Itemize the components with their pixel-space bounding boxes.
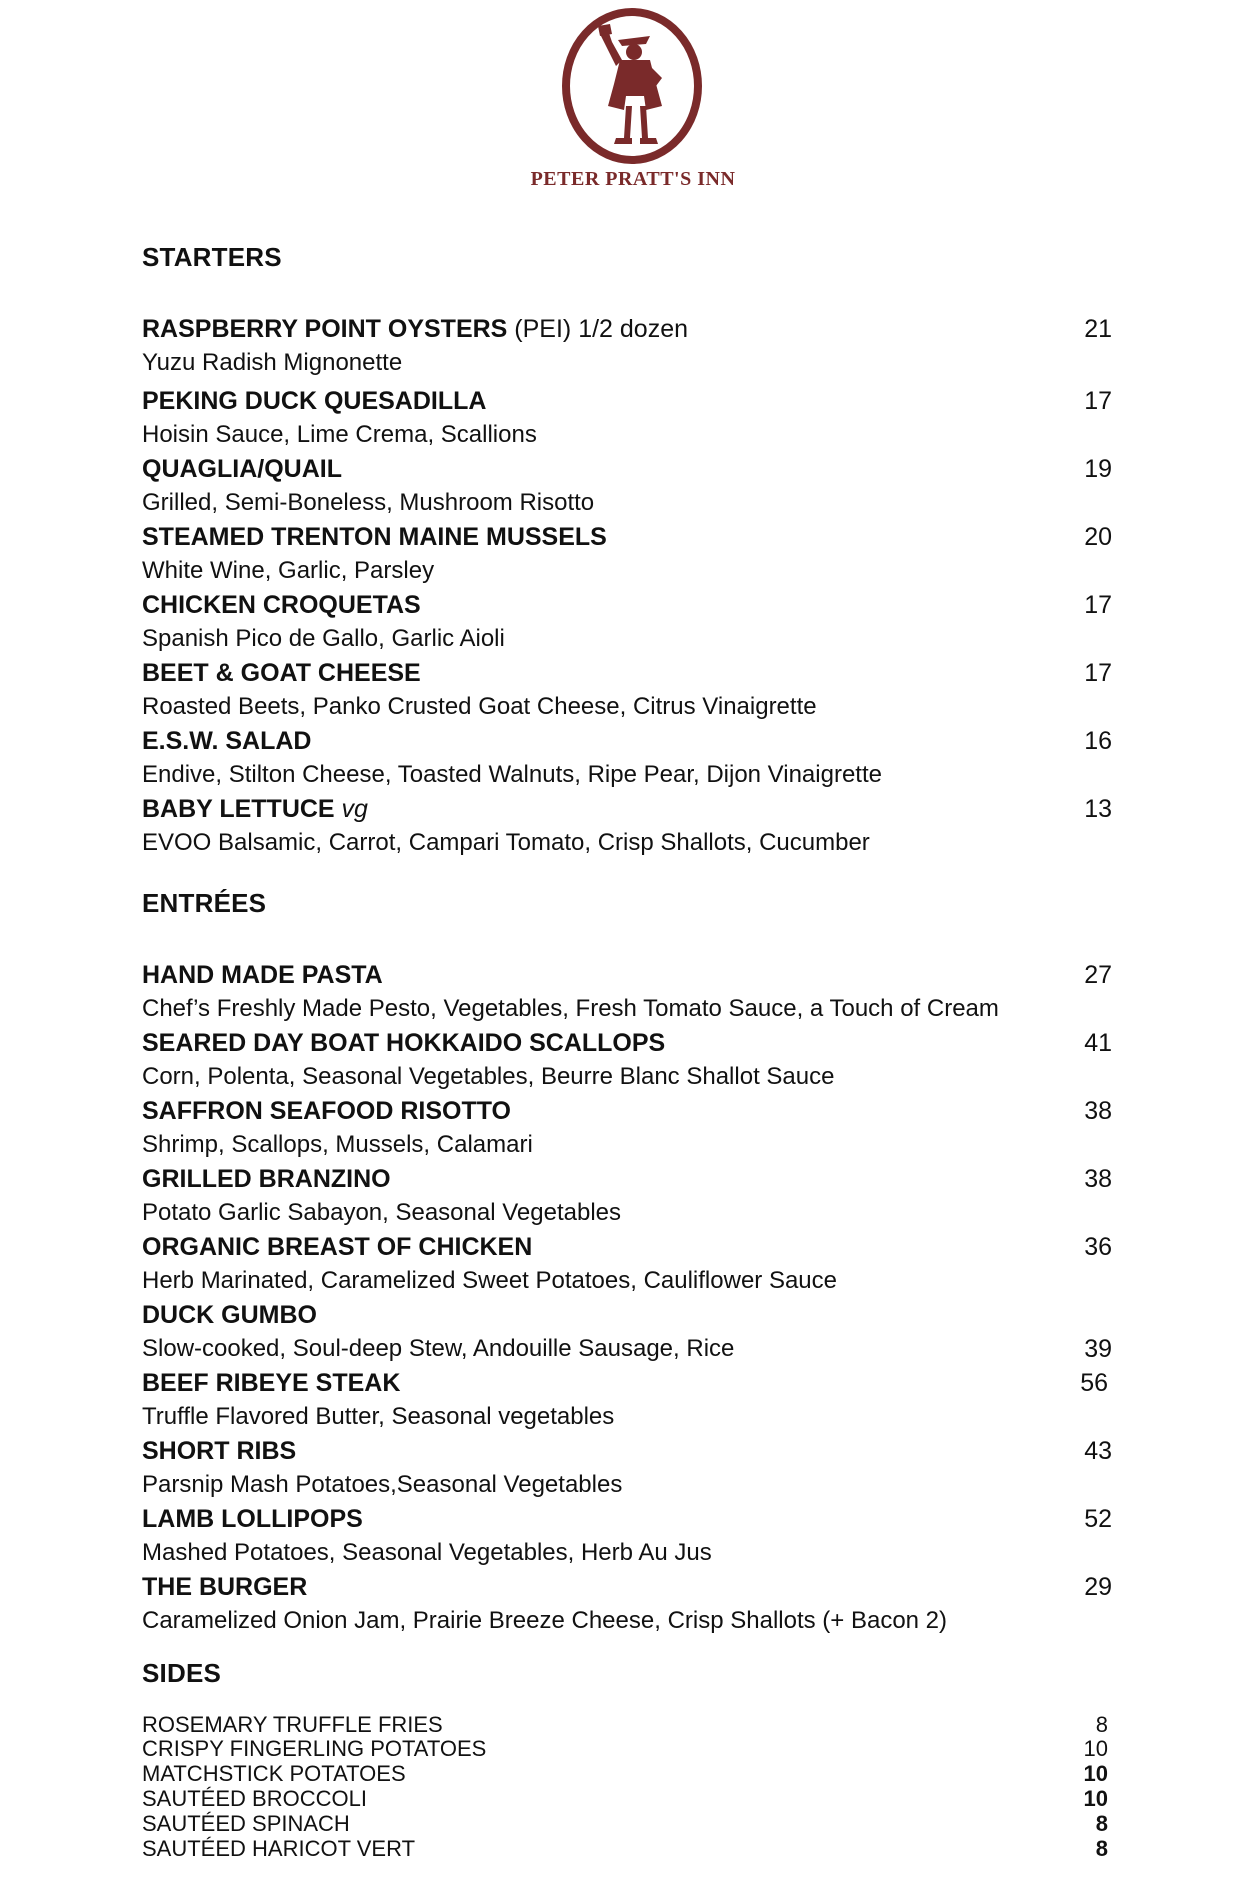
- side-price: 8: [1095, 1712, 1108, 1737]
- item-price: 29: [1084, 1573, 1112, 1601]
- menu-item: [142, 656, 1112, 724]
- entrees-heading: ENTRÉES: [142, 888, 267, 918]
- item-description: Herb Marinated, Caramelized Sweet Potatoes, Cauliflower Sauce: [142, 1267, 838, 1294]
- item-name: HAND MADE PASTA: [142, 961, 383, 989]
- menu-item: [142, 520, 1112, 588]
- item-price: 16: [1084, 727, 1112, 755]
- item-name: QUAGLIA/QUAIL: [142, 455, 342, 483]
- side-name: SAUTÉED BROCCOLI: [142, 1786, 367, 1811]
- menu-item: [142, 384, 1112, 452]
- item-price: 13: [1084, 795, 1112, 823]
- side-item: [142, 1836, 1108, 1861]
- item-price: 21: [1084, 315, 1112, 343]
- starters-heading: STARTERS: [142, 242, 282, 272]
- item-name: SHORT RIBS: [142, 1437, 297, 1465]
- side-price: 8: [1095, 1836, 1108, 1861]
- item-description: Grilled, Semi-Boneless, Mushroom Risotto: [142, 489, 595, 516]
- item-name: THE BURGER: [142, 1573, 308, 1601]
- menu-item: [142, 1434, 1112, 1502]
- item-name: RASPBERRY POINT OYSTERS (PEI) 1/2 dozen: [142, 315, 689, 343]
- item-description: Hoisin Sauce, Lime Crema, Scallions: [142, 421, 537, 448]
- item-name: BABY LETTUCE vg: [142, 795, 368, 823]
- item-price: 19: [1084, 455, 1112, 483]
- menu-item: [142, 1298, 1112, 1366]
- item-price: 17: [1084, 591, 1112, 619]
- side-price: 10: [1083, 1761, 1108, 1786]
- menu-item: [142, 1230, 1112, 1298]
- item-price: 39: [1084, 1335, 1112, 1363]
- side-price: 10: [1083, 1786, 1108, 1811]
- item-description: Truffle Flavored Butter, Seasonal vegetables: [142, 1403, 615, 1430]
- menu-item: [142, 312, 1112, 380]
- side-item: [142, 1761, 1108, 1786]
- item-description: Shrimp, Scallops, Mussels, Calamari: [142, 1131, 533, 1158]
- item-price: 17: [1084, 387, 1112, 415]
- menu-item: [142, 724, 1112, 792]
- item-price: 38: [1084, 1097, 1112, 1125]
- side-name: ROSEMARY TRUFFLE FRIES: [142, 1712, 443, 1737]
- item-name: LAMB LOLLIPOPS: [142, 1505, 363, 1533]
- vegan-tag: vg: [334, 795, 368, 823]
- item-price: 41: [1084, 1029, 1112, 1057]
- item-description: Corn, Polenta, Seasonal Vegetables, Beurre Blanc Shallot Sauce: [142, 1063, 835, 1090]
- menu-item: [142, 588, 1112, 656]
- item-price: 52: [1084, 1505, 1112, 1533]
- item-description: Spanish Pico de Gallo, Garlic Aioli: [142, 625, 505, 652]
- item-name: BEEF RIBEYE STEAK: [142, 1369, 401, 1397]
- item-description: Endive, Stilton Cheese, Toasted Walnuts, Ripe Pear, Dijon Vinaigrette: [142, 761, 882, 788]
- item-price: 20: [1084, 523, 1112, 551]
- item-name: PEKING DUCK QUESADILLA: [142, 387, 487, 415]
- menu-item: [142, 958, 1112, 1026]
- item-price: 27: [1084, 961, 1112, 989]
- side-price: 8: [1095, 1811, 1108, 1836]
- peter-pratts-logo-emblem: [560, 6, 704, 166]
- item-description: Parsnip Mash Potatoes,Seasonal Vegetables: [142, 1471, 623, 1498]
- menu-item: [142, 1366, 1112, 1434]
- item-name: GRILLED BRANZINO: [142, 1165, 391, 1193]
- item-name: CHICKEN CROQUETAS: [142, 591, 421, 619]
- item-price: 43: [1084, 1437, 1112, 1465]
- item-description: Caramelized Onion Jam, Prairie Breeze Cheese, Crisp Shallots (+ Bacon 2): [142, 1607, 948, 1634]
- menu-item: [142, 1570, 1112, 1638]
- side-item: [142, 1811, 1108, 1836]
- side-name: CRISPY FINGERLING POTATOES: [142, 1736, 487, 1761]
- item-name: STEAMED TRENTON MAINE MUSSELS: [142, 523, 607, 551]
- side-name: MATCHSTICK POTATOES: [142, 1761, 406, 1786]
- item-description: White Wine, Garlic, Parsley: [142, 557, 435, 584]
- item-name: ORGANIC BREAST OF CHICKEN: [142, 1233, 533, 1261]
- menu-item: [142, 1502, 1112, 1570]
- menu-item: [142, 1026, 1112, 1094]
- item-description: Roasted Beets, Panko Crusted Goat Cheese, Citrus Vinaigrette: [142, 693, 817, 720]
- side-item: [142, 1736, 1108, 1761]
- item-price: 36: [1084, 1233, 1112, 1261]
- item-price: 38: [1084, 1165, 1112, 1193]
- side-name: SAUTÉED SPINACH: [142, 1811, 350, 1836]
- item-description: Potato Garlic Sabayon, Seasonal Vegetables: [142, 1199, 621, 1226]
- side-price: 10: [1083, 1736, 1108, 1761]
- sides-heading: SIDES: [142, 1658, 222, 1688]
- item-name: SEARED DAY BOAT HOKKAIDO SCALLOPS: [142, 1029, 666, 1057]
- item-price: 17: [1084, 659, 1112, 687]
- item-name: DUCK GUMBO: [142, 1301, 317, 1329]
- side-item: [142, 1786, 1108, 1811]
- side-name: SAUTÉED HARICOT VERT: [142, 1836, 416, 1861]
- item-description: Slow-cooked, Soul-deep Stew, Andouille Sausage, Rice: [142, 1335, 735, 1362]
- menu-item: [142, 792, 1112, 860]
- item-price: 56: [1080, 1369, 1108, 1397]
- menu-item: [142, 452, 1112, 520]
- item-description: Mashed Potatoes, Seasonal Vegetables, Herb Au Jus: [142, 1539, 712, 1566]
- item-name: BEET & GOAT CHEESE: [142, 659, 421, 687]
- item-description: EVOO Balsamic, Carrot, Campari Tomato, Crisp Shallots, Cucumber: [142, 829, 870, 856]
- menu-item: [142, 1162, 1112, 1230]
- menu-item: [142, 1094, 1112, 1162]
- restaurant-name: PETER PRATT'S INN: [530, 168, 736, 190]
- item-name: E.S.W. SALAD: [142, 727, 312, 755]
- item-name: SAFFRON SEAFOOD RISOTTO: [142, 1097, 511, 1125]
- side-item: [142, 1712, 1108, 1737]
- item-description: Yuzu Radish Mignonette: [142, 349, 403, 376]
- item-description: Chef’s Freshly Made Pesto, Vegetables, Fresh Tomato Sauce, a Touch of Cream: [142, 995, 999, 1022]
